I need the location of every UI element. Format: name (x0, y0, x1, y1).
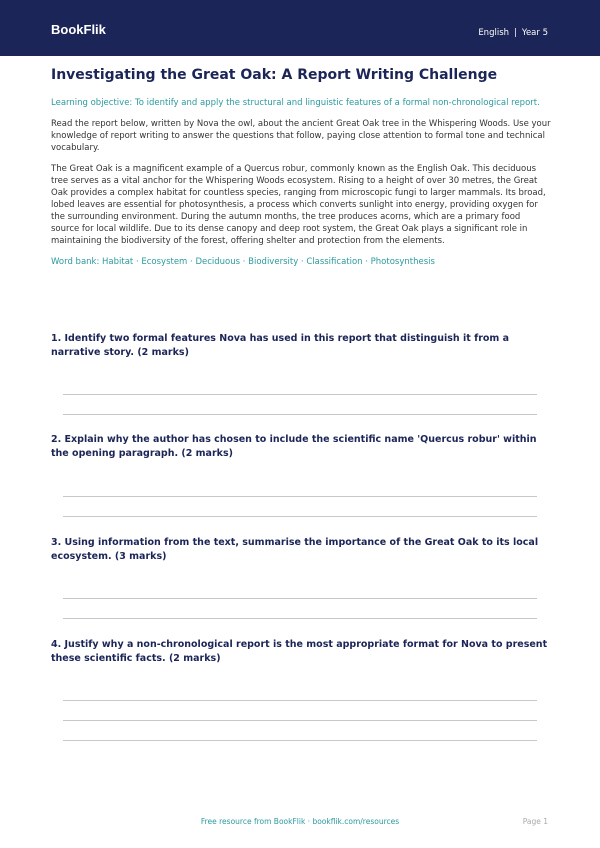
question-3: 3. Using information from the text, summarise the importance of the Great Oak to its local ecosystem. (3 marks) (51, 537, 539, 562)
instructions-paragraph: Read the report below, written by Nova the owl, about the ancient Great Oak tree in the Whispering Woods. Use your knowledge of report writing to answer the questions that follow, paying close attention to formal tone and technical vocabulary. (51, 119, 551, 153)
page-header (0, 0, 600, 56)
answer-line[interactable] (63, 740, 537, 741)
answer-line[interactable] (63, 414, 537, 415)
meta-separator: | (514, 28, 517, 38)
page-number: Page 1 (522, 817, 548, 826)
question-4: 4. Justify why a non-chronological report is the most appropriate format for Nova to present these scientific facts. (2 marks) (51, 639, 548, 664)
question-2: 2. Explain why the author has chosen to include the scientific name 'Quercus robur' within the opening paragraph. (2 marks) (51, 434, 537, 459)
footer-credit: Free resource from BookFlik · bookflik.com/resources (200, 817, 400, 826)
worksheet-body (51, 64, 551, 268)
answer-line[interactable] (63, 598, 537, 599)
answer-line[interactable] (63, 618, 537, 619)
report-text: The Great Oak is a magnificent example of a Quercus robur, commonly known as the English Oak. This deciduous tree serves as a vital anchor for the Whispering Woods ecosystem. Rising to a height of over 30 metres, the Great Oak provides a complex habitat for countless species, ranging from microscopic fungi to larger mammals. Its broad, lobed leaves are essential for photosynthesis, a process which converts sunlight into energy, providing oxygen for the surrounding environment. During the autumn months, the tree produces acorns, which are a primary food source for local wildlife. Due to its dense canopy and deep root system, the Great Oak plays a significant role in maintaining the biodiversity of the forest, offering shelter and protection from the elements. (51, 164, 546, 246)
year-label: Year 5 (521, 28, 548, 38)
subject-label: English (478, 28, 510, 38)
header-meta (478, 28, 548, 38)
question-1: 1. Identify two formal features Nova has used in this report that distinguish it from a narrative story. (2 marks) (51, 333, 510, 358)
brand-logo-text: BookFlik (51, 22, 106, 37)
worksheet-title: Investigating the Great Oak: A Report Writing Challenge (51, 67, 498, 83)
answer-line[interactable] (63, 496, 537, 497)
answer-line[interactable] (63, 516, 537, 517)
learning-objective: Learning objective: To identify and apply the structural and linguistic features of a formal non-chronological report. (51, 98, 540, 108)
word-bank: Word bank: Habitat · Ecosystem · Deciduous · Biodiversity · Classification · Photosynthesis (51, 257, 435, 267)
answer-line[interactable] (63, 720, 537, 721)
answer-line[interactable] (63, 394, 537, 395)
answer-line[interactable] (63, 700, 537, 701)
